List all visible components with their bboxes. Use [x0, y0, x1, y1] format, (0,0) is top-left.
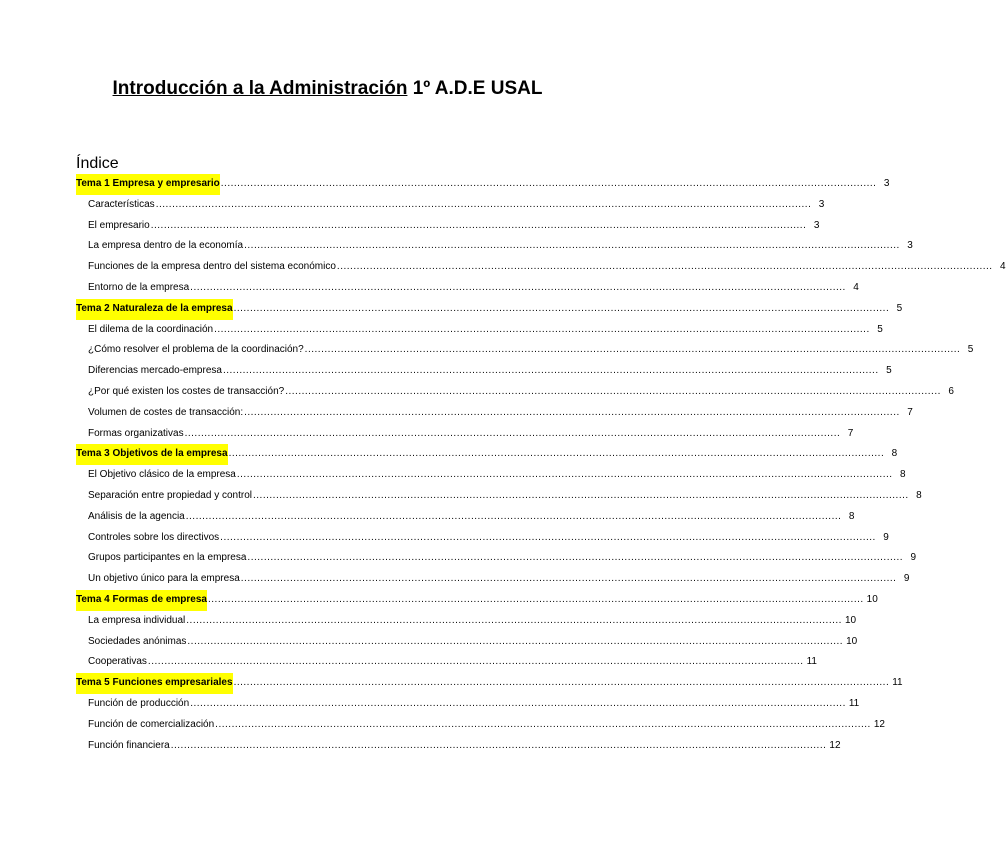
toc-section-entry[interactable]: [76, 528, 889, 549]
toc-entry-label[interactable]: Diferencias mercado-empresa: [88, 365, 222, 377]
table-of-contents: [76, 174, 1006, 756]
toc-entry-label[interactable]: Funciones de la empresa dentro del sistema económico: [88, 261, 336, 273]
document-title: [0, 78, 655, 100]
toc-page-number[interactable]: 12: [873, 718, 885, 730]
toc-page-number[interactable]: 11: [806, 656, 817, 668]
toc-section-entry[interactable]: [76, 486, 922, 507]
toc-dot-leader: ........................................................................................................................................................................................................: [215, 718, 871, 730]
toc-dot-leader: ........................................................................................................................................................................................................: [233, 302, 890, 314]
toc-page-number[interactable]: 10: [844, 614, 857, 626]
toc-page-number[interactable]: 7: [907, 406, 913, 418]
toc-page-number[interactable]: 7: [847, 427, 854, 439]
toc-section-entry[interactable]: [76, 361, 892, 382]
toc-page-number[interactable]: 4: [853, 281, 859, 293]
toc-section-entry[interactable]: [76, 694, 860, 715]
toc-entry-label[interactable]: Características: [88, 198, 155, 210]
toc-page-number[interactable]: 5: [886, 365, 892, 377]
toc-entry-label[interactable]: ¿Cómo resolver el problema de la coordinación?: [88, 344, 304, 356]
index-heading: Índice: [76, 155, 119, 172]
toc-entry-label[interactable]: Tema 1 Empresa y empresario: [76, 174, 220, 195]
toc-page-number[interactable]: 8: [916, 489, 922, 501]
toc-chapter-entry[interactable]: [76, 673, 903, 694]
toc-entry-label[interactable]: El dilema de la coordinación: [88, 323, 214, 335]
toc-entry-label[interactable]: Volumen de costes de transacción:: [88, 406, 244, 418]
toc-entry-label[interactable]: El empresario: [88, 219, 150, 231]
toc-entry-label[interactable]: Entorno de la empresa: [88, 281, 190, 293]
toc-page-number[interactable]: 12: [829, 739, 841, 751]
toc-dot-leader: ........................................................................................................................................................................................................: [222, 365, 879, 377]
toc-entry-label[interactable]: La empresa dentro de la economía: [88, 240, 244, 252]
toc-section-entry[interactable]: [76, 652, 817, 673]
toc-entry-label[interactable]: Tema 3 Objetivos de la empresa: [76, 444, 228, 465]
toc-page-number[interactable]: 3: [813, 219, 820, 231]
toc-dot-leader: ........................................................................................................................................................................................................: [155, 198, 812, 210]
toc-section-entry[interactable]: [76, 736, 841, 757]
toc-section-entry[interactable]: [76, 632, 858, 653]
toc-dot-leader: ........................................................................................................................................................................................................: [220, 178, 877, 189]
toc-dot-leader: ........................................................................................................................................................................................................: [208, 593, 864, 605]
toc-chapter-entry[interactable]: [76, 590, 878, 611]
toc-section-entry[interactable]: [76, 424, 854, 445]
toc-page-number[interactable]: 4: [1000, 261, 1006, 273]
toc-entry-label[interactable]: Controles sobre los directivos: [88, 531, 220, 543]
toc-dot-leader: ........................................................................................................................................................................................................: [244, 240, 900, 252]
toc-chapter-entry[interactable]: [76, 299, 903, 320]
toc-entry-label[interactable]: Función de producción: [88, 697, 190, 709]
toc-entry-label[interactable]: El Objetivo clásico de la empresa: [88, 469, 236, 481]
toc-dot-leader: ........................................................................................................................................................................................................: [285, 385, 941, 397]
toc-section-entry[interactable]: [76, 195, 825, 216]
toc-entry-label[interactable]: Tema 4 Formas de empresa: [76, 590, 207, 611]
toc-entry-label[interactable]: Un objetivo único para la empresa: [88, 573, 240, 585]
toc-page-number[interactable]: 5: [877, 323, 883, 335]
toc-section-entry[interactable]: [76, 611, 857, 632]
document-title-main: Introducción a la Administración: [112, 78, 408, 99]
toc-entry-label[interactable]: Formas organizativas: [88, 427, 184, 439]
toc-section-entry[interactable]: [76, 507, 855, 528]
toc-section-entry[interactable]: [76, 715, 885, 736]
toc-dot-leader: ........................................................................................................................................................................................................: [214, 323, 870, 335]
toc-section-entry[interactable]: [76, 236, 913, 257]
toc-dot-leader: ........................................................................................................................................................................................................: [184, 427, 841, 439]
toc-entry-label[interactable]: Tema 5 Funciones empresariales: [76, 673, 233, 694]
toc-page-number[interactable]: 9: [903, 573, 910, 585]
toc-page-number[interactable]: 3: [883, 178, 890, 189]
toc-dot-leader: ........................................................................................................................................................................................................: [236, 469, 893, 481]
toc-dot-leader: ........................................................................................................................................................................................................: [150, 219, 807, 231]
toc-page-number[interactable]: 11: [848, 697, 860, 709]
toc-dot-leader: ........................................................................................................................................................................................................: [228, 448, 885, 460]
toc-entry-label[interactable]: Tema 2 Naturaleza de la empresa: [76, 299, 233, 320]
toc-page-number[interactable]: 8: [899, 469, 906, 481]
toc-dot-leader: ........................................................................................................................................................................................................: [185, 510, 842, 522]
toc-entry-label[interactable]: Sociedades anónimas: [88, 635, 187, 647]
toc-dot-leader: ........................................................................................................................................................................................................: [304, 344, 961, 356]
toc-entry-label[interactable]: ¿Por qué existen los costes de transacción?: [88, 385, 285, 397]
toc-dot-leader: ........................................................................................................................................................................................................: [240, 573, 897, 585]
toc-dot-leader: ........................................................................................................................................................................................................: [336, 261, 993, 273]
toc-section-entry[interactable]: [76, 278, 859, 299]
toc-dot-leader: ........................................................................................................................................................................................................: [244, 406, 900, 418]
toc-page-number[interactable]: 5: [967, 344, 974, 356]
toc-page-number[interactable]: 11: [892, 677, 903, 689]
toc-dot-leader: ........................................................................................................................................................................................................: [187, 635, 844, 647]
toc-section-entry[interactable]: [76, 465, 906, 486]
toc-dot-leader: ........................................................................................................................................................................................................: [220, 531, 876, 543]
toc-section-entry[interactable]: [76, 340, 974, 361]
toc-section-entry[interactable]: [76, 382, 954, 403]
toc-page-number[interactable]: 9: [883, 531, 889, 543]
toc-page-number[interactable]: 5: [896, 302, 903, 314]
document-title-rest: 1º A.D.E USAL: [412, 78, 543, 99]
toc-page-number[interactable]: 8: [848, 510, 855, 522]
toc-section-entry[interactable]: [76, 320, 883, 341]
toc-dot-leader: ........................................................................................................................................................................................................: [190, 281, 846, 293]
toc-dot-leader: ........................................................................................................................................................................................................: [186, 614, 842, 626]
toc-entry-label[interactable]: Análisis de la agencia: [88, 510, 185, 522]
toc-section-entry[interactable]: [76, 403, 913, 424]
toc-entry-label[interactable]: La empresa individual: [88, 614, 186, 626]
toc-section-entry[interactable]: [76, 569, 910, 590]
toc-entry-label[interactable]: Grupos participantes en la empresa: [88, 552, 247, 564]
toc-dot-leader: ........................................................................................................................................................................................................: [247, 552, 904, 564]
toc-page-number[interactable]: 9: [910, 552, 917, 564]
toc-page-number[interactable]: 8: [891, 448, 898, 460]
toc-entry-label[interactable]: Separación entre propiedad y control: [88, 489, 252, 501]
toc-page-number[interactable]: 10: [866, 593, 878, 605]
toc-page-number[interactable]: 6: [948, 385, 954, 397]
toc-section-entry[interactable]: [76, 257, 1006, 278]
toc-dot-leader: ........................................................................................................................................................................................................: [190, 697, 846, 709]
toc-section-entry[interactable]: [76, 548, 917, 569]
toc-dot-leader: ........................................................................................................................................................................................................: [170, 739, 827, 751]
toc-entry-label[interactable]: Función financiera: [88, 739, 170, 751]
toc-dot-leader: ........................................................................................................................................................................................................: [147, 656, 804, 668]
toc-chapter-entry[interactable]: [76, 174, 890, 195]
toc-entry-label[interactable]: Función de comercialización: [88, 718, 215, 730]
toc-dot-leader: ........................................................................................................................................................................................................: [253, 489, 909, 501]
toc-entry-label[interactable]: Cooperativas: [88, 656, 147, 668]
toc-page-number[interactable]: 3: [907, 240, 913, 252]
toc-chapter-entry[interactable]: [76, 444, 898, 465]
toc-page-number[interactable]: 10: [846, 635, 858, 647]
toc-section-entry[interactable]: [76, 216, 820, 237]
toc-dot-leader: ........................................................................................................................................................................................................: [233, 677, 890, 689]
toc-page-number[interactable]: 3: [818, 198, 825, 210]
